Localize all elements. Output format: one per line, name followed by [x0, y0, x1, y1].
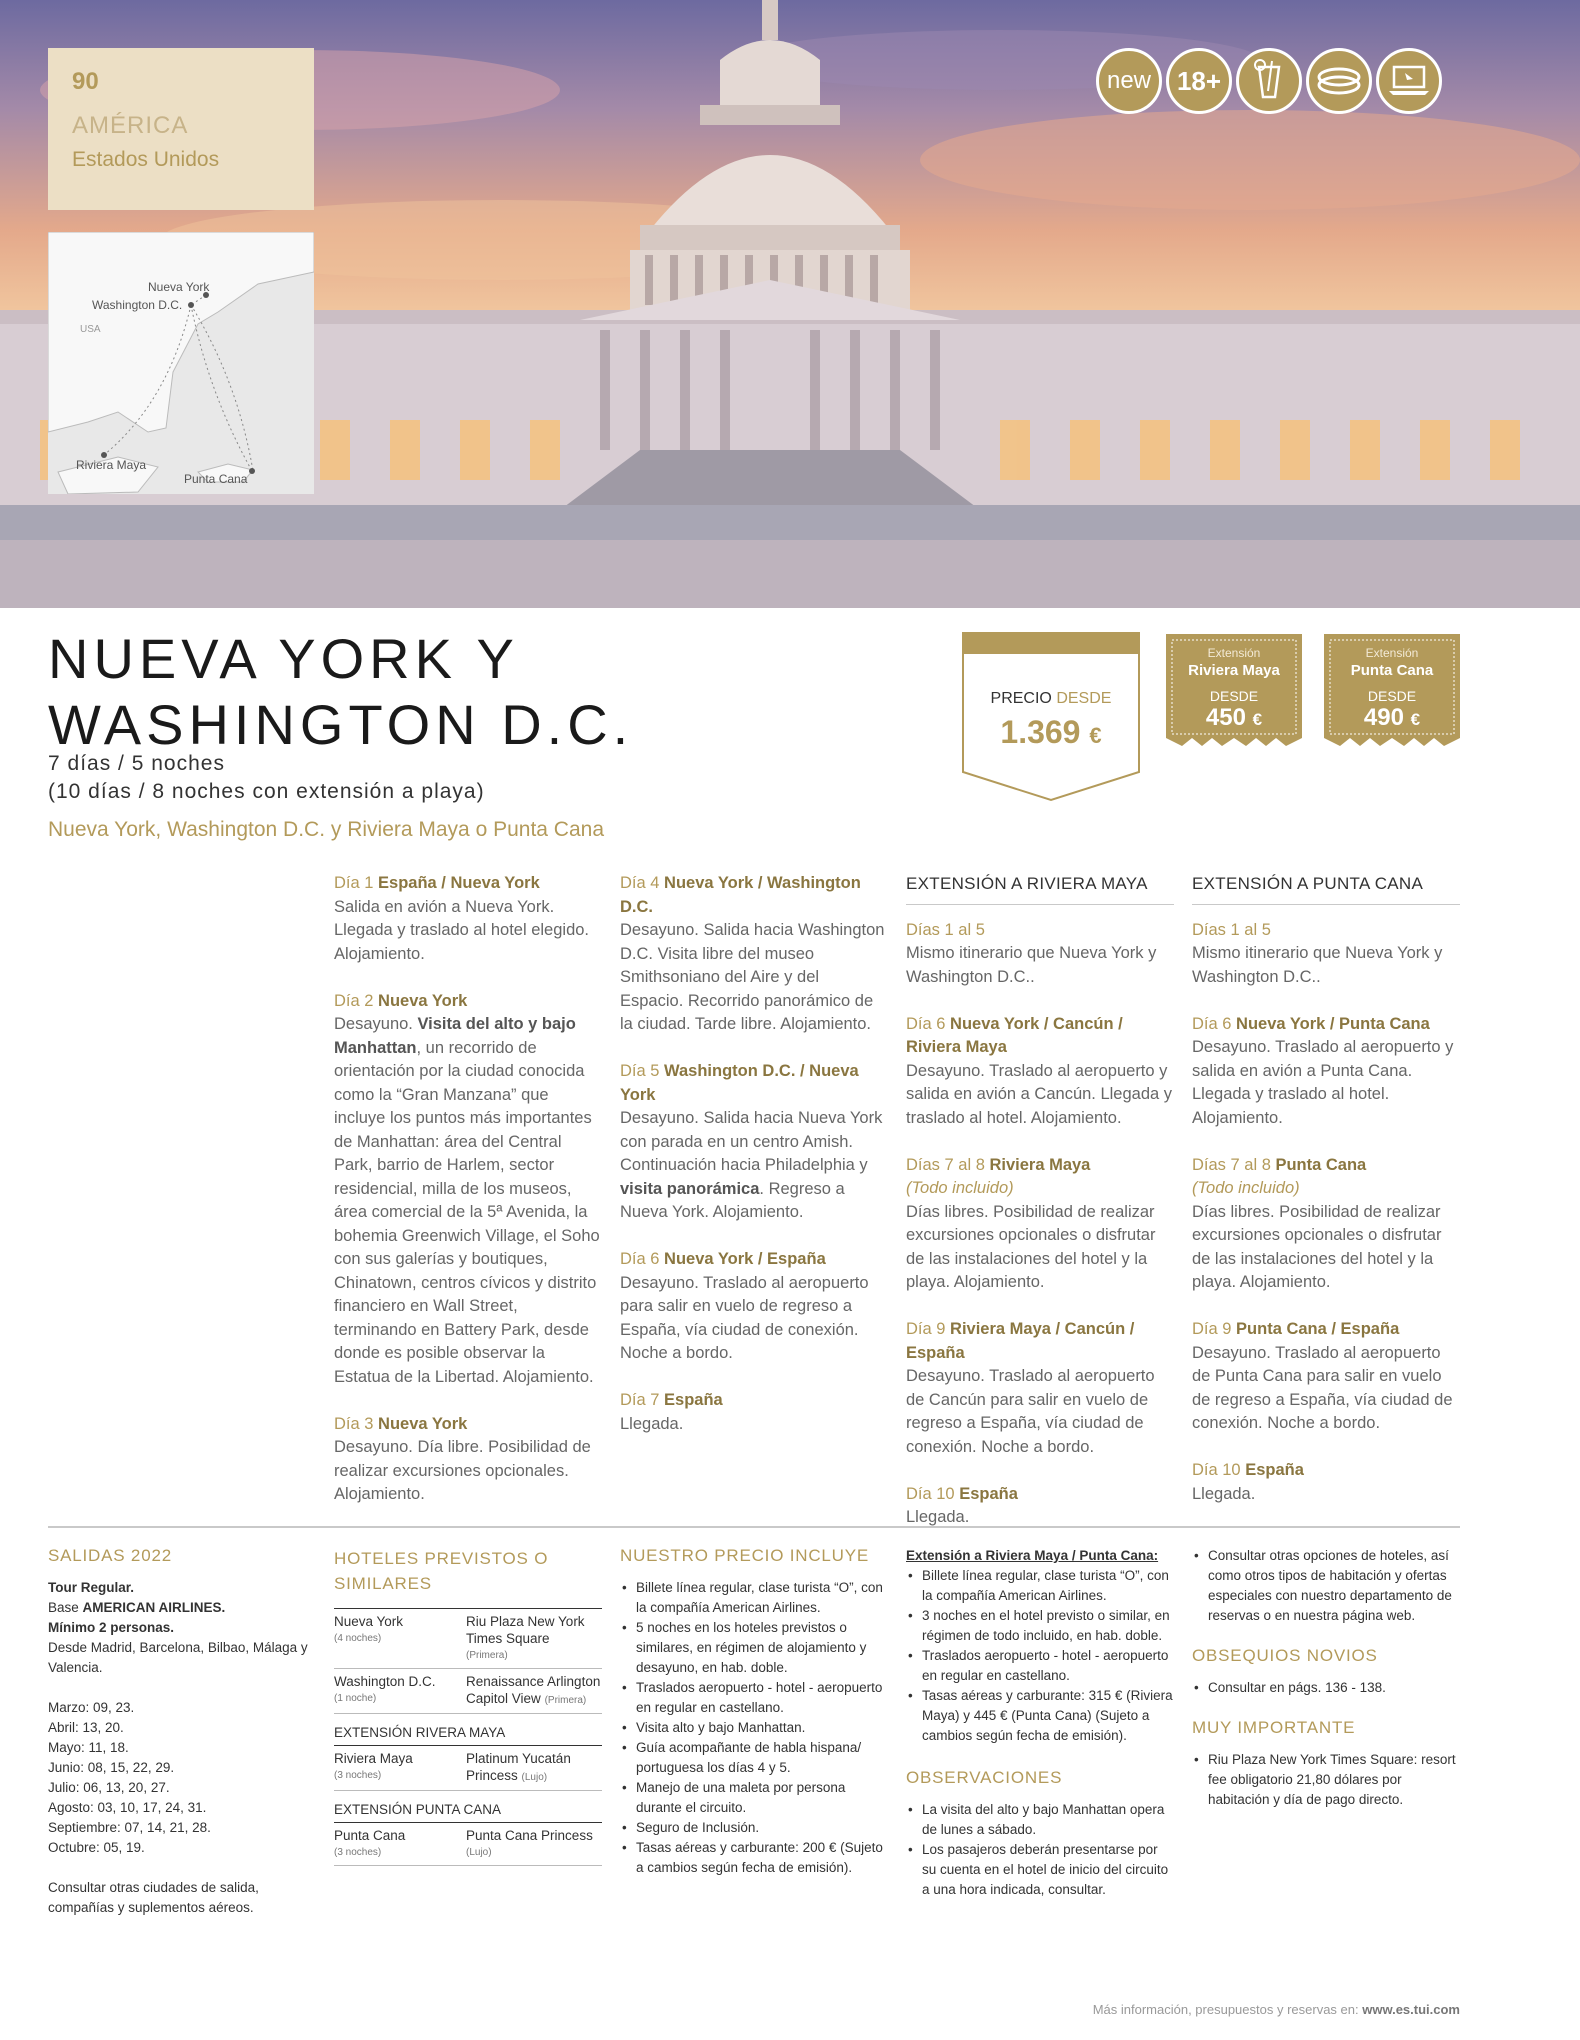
hotel-nights: (3 noches): [334, 1847, 382, 1858]
obsequios-heading: OBSEQUIOS NOVIOS: [1192, 1646, 1378, 1665]
hotel-name: Platinum Yucatán Princess: [466, 1751, 571, 1783]
day-text: Desayuno. Traslado al aeropuerto y salida en avión a Punta Cana. Llegada y traslado al hotel. Alojamiento.: [1192, 1038, 1454, 1127]
day-title: España: [664, 1391, 723, 1409]
country-label: Estados Unidos: [72, 148, 220, 171]
map-label-nueva-york: Nueva York: [148, 280, 210, 294]
hoteles-heading: HOTELES PREVISTOS O SIMILARES: [334, 1549, 549, 1593]
salidas-section: [48, 1546, 318, 1918]
extension-name: Punta Cana: [1350, 662, 1434, 679]
hotel-category: (Primera): [544, 1695, 587, 1706]
day-number: Día 10: [1192, 1461, 1241, 1479]
itinerary-day: [620, 872, 886, 1037]
map-label-usa: USA: [80, 324, 101, 335]
extension-day: [1192, 919, 1460, 990]
day-number: Días 7 al 8: [1192, 1155, 1271, 1174]
extension-name: Riviera Maya: [1188, 662, 1280, 679]
extension-riviera-badge: [1166, 634, 1302, 758]
trip-title: [48, 626, 633, 758]
extension-punta-cana-column: [1192, 872, 1460, 1530]
list-item: • Billete línea regular, clase turista “O”, con la compañía American Airlines.: [906, 1566, 1174, 1606]
day-text: Llegada.: [620, 1414, 684, 1433]
day-text-intro: Desayuno. Salida hacia Nueva York con parada en un centro Amish. Continuación hacia Philadelphia y: [620, 1109, 883, 1174]
salidas-date: Septiembre: 07, 14, 21, 28.: [48, 1820, 211, 1835]
obsequios-list: [1192, 1678, 1460, 1698]
itinerary-column-1: [334, 872, 600, 1530]
page-tab: [48, 48, 314, 210]
day-text: Desayuno. Traslado al aeropuerto de Punta Cana para salir en vuelo de regreso a España, vía ciudad de conexión. Noche a bordo.: [1192, 1343, 1453, 1432]
day-number: Días 1 al 5: [1192, 920, 1271, 939]
extension-punta-cana-badge: [1324, 634, 1460, 758]
itinerary-day: [334, 990, 600, 1390]
salidas-date: Junio: 08, 15, 22, 29.: [48, 1760, 175, 1775]
hotel-nights: (3 noches): [334, 1770, 382, 1781]
list-item: • Traslados aeropuerto - hotel - aeropuerto en regular en castellano.: [906, 1646, 1174, 1686]
footer-info: [1093, 2002, 1460, 2017]
extension-amount: 490: [1363, 704, 1404, 731]
day-title: España: [959, 1484, 1018, 1503]
salidas-date: Agosto: 03, 10, 17, 24, 31.: [48, 1800, 207, 1815]
day-title: Nueva York / Cancún / Riviera Maya: [906, 1014, 1123, 1056]
extension-amount: 450: [1205, 704, 1246, 731]
day-title: Washington D.C. / Nueva York: [620, 1062, 859, 1104]
day-number: Días 1 al 5: [906, 920, 985, 939]
observaciones-list: [906, 1800, 1174, 1900]
day-title: Nueva York / España: [664, 1250, 826, 1268]
table-row: [334, 1669, 602, 1714]
table-row: [334, 1823, 602, 1866]
day-number: Días 7 al 8: [906, 1155, 985, 1174]
list-item: • Seguro de Inclusión.: [620, 1818, 888, 1838]
day-title: Nueva York: [378, 991, 468, 1010]
day-number: Día 3: [334, 1414, 374, 1433]
extension-currency: €: [1252, 710, 1263, 729]
list-item: • Tasas aéreas y carburante: 200 € (Sujeto a cambios según fecha de emisión).: [620, 1838, 888, 1878]
day-title: Nueva York: [378, 1414, 468, 1433]
extension-incluye-section: [906, 1546, 1174, 1900]
price-amount: 1.369: [1000, 714, 1081, 750]
day-text: Salida en avión a Nueva York. Llegada y traslado al hotel elegido. Alojamiento.: [334, 897, 590, 963]
importante-heading: MUY IMPORTANTE: [1192, 1718, 1356, 1737]
day-title: Nueva York / Punta Cana: [1236, 1014, 1430, 1033]
trip-title-line2: WASHINGTON D.C.: [48, 693, 634, 756]
list-item: • Billete línea regular, clase turista “O”, con la compañía American Airlines.: [620, 1578, 888, 1618]
hotel-nights: (1 noche): [334, 1693, 377, 1704]
day-number: Día 10: [906, 1484, 955, 1503]
laptop-drawing-icon: [1379, 51, 1439, 111]
extension-punta-cana-heading: EXTENSIÓN A PUNTA CANA: [1192, 872, 1460, 905]
new-icon: new: [1096, 48, 1162, 114]
table-row: [334, 1609, 602, 1669]
itinerary-day: [334, 1413, 600, 1507]
map-label-washington: Washington D.C.: [92, 298, 183, 312]
salidas-date: Julio: 06, 13, 20, 27.: [48, 1780, 170, 1795]
day-number: Día 9: [1192, 1320, 1232, 1338]
extension-day: [1192, 1318, 1460, 1436]
salidas-airline: AMERICAN AIRLINES.: [82, 1600, 226, 1615]
drink-glass-icon: [1239, 51, 1299, 111]
hoteles-ext2-heading: EXTENSIÓN PUNTA CANA: [334, 1791, 602, 1823]
hoteles-section: [334, 1546, 602, 1866]
hoteles-ext1-heading: EXTENSIÓN RIVERA MAYA: [334, 1714, 602, 1746]
hotel-name: Punta Cana Princess: [466, 1828, 593, 1843]
list-item: • Visita alto y bajo Manhattan.: [620, 1718, 888, 1738]
notes-section: [1192, 1546, 1460, 1810]
day-text: Desayuno. Traslado al aeropuerto para salir en vuelo de regreso a España, vía ciudad de conexión. Noche a bordo.: [620, 1273, 869, 1362]
list-item: • 5 noches en los hoteles previstos o similares, en régimen de alojamiento y desayuno, en hab. doble.: [620, 1618, 888, 1678]
incluye-heading: NUESTRO PRECIO INCLUYE: [620, 1546, 870, 1565]
day-text-highlight: Visita del alto y bajo Manhattan: [334, 1015, 576, 1057]
extension-currency: €: [1410, 710, 1421, 729]
day-note: (Todo incluido): [906, 1179, 1014, 1197]
extension-incluye-heading: Extensión a Riviera Maya / Punta Cana:: [906, 1548, 1159, 1563]
hotel-nights: (4 noches): [334, 1633, 382, 1644]
table-row: [334, 1746, 602, 1791]
day-note: (Todo incluido): [1192, 1179, 1300, 1197]
table-section-header: [334, 1714, 602, 1746]
day-text: Días libres. Posibilidad de realizar excursiones opcionales o disfrutar de las instalaciones del hotel y la playa. Alojamiento.: [1192, 1202, 1442, 1291]
salidas-consultar: Consultar otras ciudades de salida, compañías y suplementos aéreos.: [48, 1880, 259, 1915]
day-text: Mismo itinerario que Nueva York y Washington D.C..: [906, 944, 1157, 986]
wedding-rings-icon: [1306, 48, 1372, 114]
price-label: PRECIO: [990, 690, 1052, 707]
extension-label: Extensión: [1207, 646, 1261, 660]
laptop-icon: [1376, 48, 1442, 114]
importante-list: [1192, 1750, 1460, 1810]
list-item: • Tasas aéreas y carburante: 315 € (Riviera Maya) y 445 € (Punta Cana) (Sujeto a cambios según fecha de emisión).: [906, 1686, 1174, 1746]
all-inclusive-drink-icon: [1236, 48, 1302, 114]
rings-icon: [1309, 51, 1369, 111]
day-number: Día 1: [334, 874, 374, 892]
day-text-intro: Desayuno.: [334, 1015, 418, 1033]
salidas-minimo: Mínimo 2 personas.: [48, 1620, 175, 1635]
extension-day: [1192, 1013, 1460, 1131]
salidas-tour: Tour Regular.: [48, 1580, 135, 1595]
extension-desde: DESDE: [1367, 688, 1417, 704]
day-number: Día 6: [1192, 1014, 1232, 1033]
itinerary-day: [334, 872, 600, 966]
hotel-name: Riu Plaza New York Times Square: [466, 1614, 585, 1646]
footer-link[interactable]: www.es.tui.com: [1362, 2002, 1460, 2017]
hotel-city: Punta Cana: [334, 1828, 406, 1843]
day-title: España: [1245, 1461, 1304, 1479]
otras-list: [1192, 1546, 1460, 1626]
itinerary-day: [620, 1248, 886, 1366]
list-item: • Manejo de una maleta por persona durante el circuito.: [620, 1778, 888, 1818]
itinerary-day: [620, 1060, 886, 1225]
observaciones-heading: OBSERVACIONES: [906, 1768, 1063, 1787]
list-item: • Consultar otras opciones de hoteles, así como otros tipos de habitación y ofertas especiales con nuestro departamento de reservas o en nuestra página web.: [1192, 1546, 1460, 1626]
salidas-heading: SALIDAS 2022: [48, 1546, 172, 1565]
extension-riviera-column: [906, 872, 1174, 1553]
hotel-category: (Lujo): [521, 1772, 548, 1783]
list-item: • Riu Plaza New York Times Square: resort fee obligatorio 21,80 dólares por habitación y día de pago directo.: [1192, 1750, 1460, 1810]
trip-duration-extension: (10 días / 8 noches con extensión a playa): [48, 780, 485, 803]
price-currency: €: [1089, 723, 1102, 748]
extension-day: [1192, 1459, 1460, 1506]
hotel-category: (Primera): [466, 1650, 508, 1661]
extension-day: [906, 1154, 1174, 1295]
list-item: • Guía acompañante de habla hispana/ portuguesa los días 4 y 5.: [620, 1738, 888, 1778]
map-label-punta-cana: Punta Cana: [184, 472, 248, 486]
day-text-highlight: visita panorámica: [620, 1179, 760, 1198]
table-section-header: [334, 1791, 602, 1823]
extension-day: [906, 1013, 1174, 1131]
day-title: España / Nueva York: [378, 874, 540, 892]
extension-day: [906, 1318, 1174, 1459]
day-number: Día 6: [620, 1250, 660, 1268]
hotel-city: Nueva York: [334, 1614, 404, 1629]
map-drawing: [48, 232, 314, 494]
extension-label: Extensión: [1365, 646, 1419, 660]
map-label-riviera-maya: Riviera Maya: [76, 458, 147, 472]
extension-day: [906, 1483, 1174, 1530]
continent-label: AMÉRICA: [72, 112, 189, 139]
hotel-category: (Lujo): [466, 1847, 492, 1858]
trip-duration: 7 días / 5 noches: [48, 752, 225, 775]
price-desde: DESDE: [1056, 690, 1112, 707]
footer-text: Más información, presupuestos y reservas en:: [1092, 2002, 1363, 2017]
salidas-date: Mayo: 11, 18.: [48, 1740, 129, 1755]
incluye-list: [620, 1578, 888, 1878]
extension-riviera-heading: EXTENSIÓN A RIVIERA MAYA: [906, 872, 1174, 905]
salidas-base-label: Base: [48, 1600, 83, 1615]
day-number: Día 2: [334, 991, 374, 1010]
hoteles-table: [334, 1608, 602, 1866]
day-title: Punta Cana: [1275, 1155, 1367, 1174]
salidas-date: Abril: 13, 20.: [48, 1720, 124, 1735]
list-item: • 3 noches en el hotel previsto o similar, en régimen de todo incluido, en hab. doble.: [906, 1606, 1174, 1646]
day-text: Desayuno. Traslado al aeropuerto de Cancún para salir en vuelo de regreso a España, vía ciudad de conexión. Noche a bordo.: [906, 1367, 1155, 1456]
itinerary-day: [620, 1389, 886, 1436]
day-number: Día 4: [620, 874, 660, 892]
list-item: • La visita del alto y bajo Manhattan opera de lunes a sábado.: [906, 1800, 1174, 1840]
day-text: Desayuno. Salida hacia Washington D.C. Visita libre del museo Smithsoniano del Aire y del Espacio. Recorrido panorámico de la ciudad. Tarde libre. Alojamiento.: [620, 921, 885, 1033]
extension-day: [906, 919, 1174, 990]
day-number: Día 5: [620, 1062, 660, 1080]
page-number: 90: [72, 68, 99, 95]
day-text: Llegada.: [1192, 1484, 1256, 1503]
adults-only-icon: 18+: [1166, 48, 1232, 114]
price-box: [962, 632, 1140, 802]
extension-incluye-list: [906, 1566, 1174, 1746]
day-title: Nueva York / Washington D.C.: [620, 874, 861, 916]
day-number: Día 9: [906, 1320, 946, 1338]
day-text: Llegada.: [906, 1508, 970, 1526]
list-item: • Consultar en págs. 136 - 138.: [1192, 1678, 1460, 1698]
section-divider: [48, 1526, 1460, 1528]
itinerary-column-2: [620, 872, 886, 1460]
day-text: Días libres. Posibilidad de realizar excursiones opcionales o disfrutar de las instalaciones del hotel y la playa. Alojamiento.: [906, 1202, 1156, 1291]
day-text: . Regreso a Nueva York. Alojamiento.: [620, 1179, 845, 1221]
day-text: Desayuno. Traslado al aeropuerto y salida en avión a Cancún. Llegada y traslado al hotel. Alojamiento.: [906, 1061, 1173, 1127]
day-title: Punta Cana / España: [1236, 1320, 1400, 1338]
hotel-name: Renaissance Arlington Capitol View: [466, 1674, 601, 1706]
extension-desde: DESDE: [1209, 688, 1259, 704]
salidas-date: Marzo: 09, 23.: [48, 1700, 135, 1715]
day-number: Día 7: [620, 1391, 660, 1409]
trip-title-line1: NUEVA YORK Y: [48, 627, 519, 690]
hotel-city: Washington D.C.: [334, 1674, 436, 1689]
day-title: Riviera Maya / Cancún / España: [906, 1320, 1135, 1362]
trip-route: Nueva York, Washington D.C. y Riviera Maya o Punta Cana: [48, 818, 604, 841]
list-item: • Traslados aeropuerto - hotel - aeropuerto en regular en castellano.: [620, 1678, 888, 1718]
hotel-city: Riviera Maya: [334, 1751, 413, 1766]
list-item: • Los pasajeros deberán presentarse por su cuenta en el hotel de inicio del circuito a una hora indicada, consultar.: [906, 1840, 1174, 1900]
extension-day: [1192, 1154, 1460, 1295]
day-text: Desayuno. Día libre. Posibilidad de realizar excursiones opcionales. Alojamiento.: [334, 1438, 591, 1503]
salidas-desde: Desde Madrid, Barcelona, Bilbao, Málaga y Valencia.: [48, 1640, 308, 1675]
route-map: [48, 232, 314, 494]
incluye-section: [620, 1546, 888, 1878]
day-number: Día 6: [906, 1014, 946, 1033]
day-text: , un recorrido de orientación por la ciudad conocida como la “Gran Manzana” que incluye los puntos más importantes de Manhattan: área del Central Park, barrio de Harlem, sector residencial, milla de los museos, área comercial de la 5ª Avenida, la bohemia Greenwich Village, el Soho con sus galerías y boutiques, Chinatown, centros cívicos y distrito financiero en Wall Street, terminando en Battery Park, desde donde es posible observar la Estatua de la Libertad. Alojamiento.: [334, 1038, 600, 1386]
day-text: Mismo itinerario que Nueva York y Washington D.C..: [1192, 944, 1443, 986]
day-title: Riviera Maya: [989, 1155, 1091, 1174]
salidas-date: Octubre: 05, 19.: [48, 1840, 145, 1855]
